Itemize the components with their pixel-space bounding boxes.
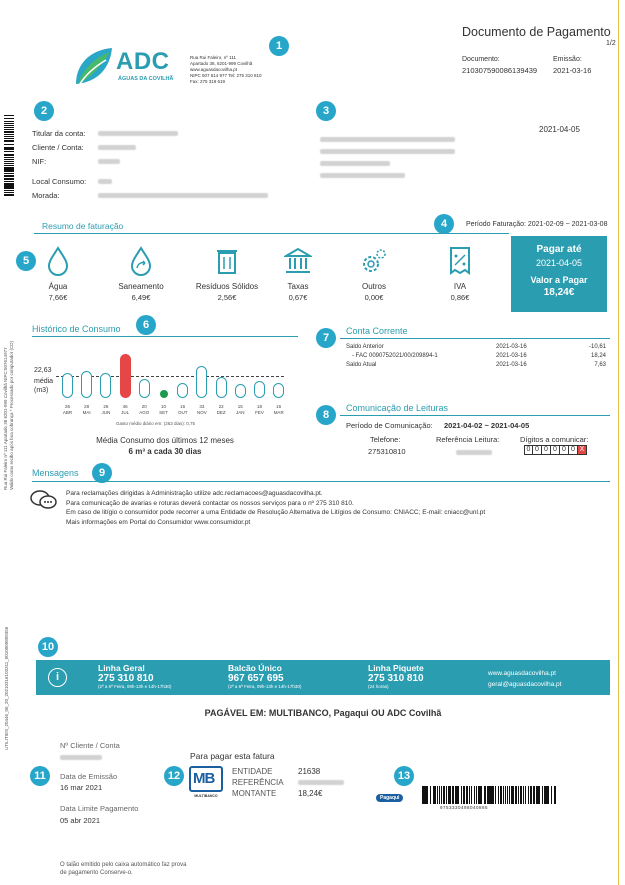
history-bar	[216, 377, 227, 398]
barcode-bar	[498, 786, 499, 804]
contact-bar	[36, 660, 610, 695]
barcode-bar	[430, 786, 431, 804]
barcode-bar	[4, 157, 14, 158]
nif-label: NIF:	[32, 157, 47, 166]
badge-2: 2	[34, 101, 54, 121]
barcode-bar	[4, 118, 14, 119]
badge-10: 10	[38, 637, 58, 657]
outros-value: 0,00€	[364, 293, 384, 302]
history-avg-text: Média Consumo dos últimos 12 meses	[96, 436, 234, 445]
barcode-bar	[551, 786, 552, 804]
resumo-underline	[34, 233, 509, 234]
company-address: Rua Rui Faleiro, nº 111 Apartado 38, 6201-999 Covilhã www.aguasdacovilha.pt NIPC 507 614 977 Tel: 275 310 810 Fax: 275 319 619	[190, 55, 262, 84]
doc-title: Documento de Pagamento	[462, 25, 611, 39]
barcode-bar	[4, 190, 14, 191]
digit-box: 0	[551, 445, 560, 455]
history-bar	[139, 379, 150, 398]
barcode-bar	[4, 163, 14, 164]
history-month-label: 10 SET	[159, 404, 168, 415]
barcode-bar	[4, 165, 14, 166]
emissao-value-2: 16 mar 2021	[60, 783, 103, 792]
client-labels	[32, 127, 86, 203]
barcode-bar	[426, 786, 428, 804]
message-line: Em caso de litígio o consumidor pode recorrer a uma Entidade de Resolução Alternativa de Litígios de Consumo: CNIACC; E-mail: cniacc@unl.pt	[66, 509, 486, 516]
history-title: Histórico de Consumo	[32, 324, 121, 334]
barcode-bar	[4, 123, 14, 124]
pay-until-label: Pagar até	[536, 244, 582, 255]
address-block-redacted	[320, 134, 455, 182]
balcao-number: 967 657 695	[228, 673, 284, 684]
logo-text: ADC	[116, 48, 170, 75]
titular-label: Titular da conta:	[32, 129, 86, 138]
barcode-bar	[461, 786, 462, 804]
barcode-bar	[4, 129, 14, 130]
digits-label: Dígitos a comunicar:	[520, 435, 589, 444]
messages-title: Mensagens	[32, 468, 79, 478]
ref-label: Referência Leitura:	[436, 435, 500, 444]
history-footnote: Gasto médio diário em: (263 dias): 0,75	[116, 421, 196, 426]
entidade-value: 21638	[298, 767, 321, 776]
period-value: 2021-04-02 ~ 2021-04-05	[444, 421, 530, 430]
barcode-bar	[523, 786, 524, 804]
trash-bin-icon	[214, 246, 240, 276]
cliente-label: Cliente / Conta:	[32, 143, 84, 152]
message-line: Mais informações em Portal do Consumidor www.consumidor.pt	[66, 518, 251, 526]
montante-value: 18,24€	[298, 789, 323, 798]
barcode-bar	[530, 786, 532, 804]
barcode-bar	[4, 121, 14, 122]
page-edge	[618, 0, 619, 885]
barcode-bar	[509, 786, 510, 804]
history-bar	[81, 371, 92, 398]
page-number: 1/2	[606, 40, 616, 47]
barcode-bar	[495, 786, 496, 804]
piquete-number: 275 310 810	[368, 673, 424, 684]
account-row: - FAC 0090752021/00/209894-1 2021-03-16 18,24	[352, 353, 606, 359]
bank-building-icon	[284, 246, 312, 276]
limite-value: 05 abr 2021	[60, 816, 101, 825]
history-month-label: 28 MAI	[82, 404, 91, 415]
amount-value: 18,24€	[543, 287, 575, 298]
barcode-bar	[507, 786, 508, 804]
agua-value: 7,66€	[48, 293, 68, 302]
periodo-faturacao: Período Faturação: 2021-02-09 ~ 2021-03-08	[466, 221, 608, 228]
badge-4: 4	[434, 214, 454, 234]
piquete-hours: (24 horas)	[368, 684, 389, 689]
barcode-bar	[554, 786, 555, 804]
mb-logo-sub: MULTIBANCO	[194, 794, 218, 798]
barcode-bar	[437, 786, 438, 804]
history-month-label: 26 ABR	[62, 404, 73, 415]
barcode-bar	[4, 194, 14, 196]
avg-unit: (m3)	[34, 387, 49, 394]
badge-6: 6	[136, 315, 156, 335]
saneamento-value: 6,49€	[131, 293, 151, 302]
taxas-label: Taxas	[287, 282, 309, 291]
barcode-bar	[555, 786, 556, 804]
barcode-bar	[4, 138, 14, 139]
barcode-bar	[4, 181, 14, 182]
footer-note-1: O talão emitido pelo caixa automático faz prova	[60, 862, 187, 868]
barcode-bar	[4, 151, 14, 152]
amount-label: Valor a Pagar	[530, 275, 588, 285]
phone-value: 275310810	[368, 447, 406, 456]
digit-boxes	[524, 445, 587, 455]
barcode-bar	[525, 786, 526, 804]
pagaqui-logo-text: Pagaqui	[376, 794, 403, 802]
emissao-value: 2021-03-16	[553, 66, 592, 75]
barcode-bar	[4, 175, 14, 176]
pay-until-date: 2021-04-05	[535, 258, 583, 268]
barcode-bar	[458, 786, 459, 804]
readings-underline	[340, 415, 610, 416]
phone-label: Telefone:	[370, 435, 401, 444]
account-row: Saldo Atual 2021-03-16 7,63	[346, 362, 606, 368]
side-text-1: Rua Rui Faleiro nº 111 Apartado 38 6201-999 Covilhã NIPC:507614977	[3, 347, 8, 490]
avg-label: média	[34, 378, 54, 385]
taxas-value: 0,67€	[288, 293, 308, 302]
client-date: 2021-04-05	[539, 125, 580, 134]
info-icon: i	[48, 668, 67, 687]
avg-value: 22,63	[34, 367, 52, 374]
logo-subtitle: ÁGUAS DA COVILHÃ	[118, 76, 174, 82]
morada-label: Morada:	[32, 191, 60, 200]
barcode-bar	[469, 786, 470, 804]
messages-body	[66, 489, 485, 527]
history-bar	[196, 366, 207, 398]
history-month-label: 33 NOV	[197, 404, 207, 415]
barcode-bar	[515, 786, 517, 804]
documento-label: Documento:	[462, 56, 500, 63]
barcode-bar	[443, 786, 444, 804]
history-bar-dot	[160, 390, 168, 398]
side-text-3: UTILITIES_20446_06_20_20210316103311_0010009809356	[4, 626, 9, 750]
pagaqui-logo	[376, 794, 403, 802]
barcode-bar	[463, 786, 465, 804]
linha-geral-hours: (2ª a 6ª Feira, 09h-13h e 14h-17h30)	[98, 684, 172, 689]
multibanco-logo	[189, 766, 223, 800]
email-link[interactable]: geral@aguasdacovilha.pt	[488, 681, 562, 688]
mb-logo-text: MB	[193, 770, 215, 787]
badge-3: 3	[316, 101, 336, 121]
history-bar	[235, 384, 246, 398]
badge-7: 7	[316, 328, 336, 348]
linha-geral-number: 275 310 810	[98, 673, 154, 684]
history-bar	[62, 373, 73, 398]
barcode-bar	[4, 178, 14, 180]
barcode-bar	[533, 786, 535, 804]
limite-label: Data Limite Pagamento	[60, 804, 139, 813]
percent-receipt-icon	[447, 246, 473, 276]
entidade-label: ENTIDADE	[232, 767, 273, 776]
message-line: Para reclamações dirigidas à Administração utilize adc.reclamacoes@aguasdacovilha.pt.	[66, 490, 323, 497]
piquete-label: Linha Piquete	[368, 663, 424, 673]
digit-box: 0	[542, 445, 551, 455]
barcode-bar	[4, 115, 14, 116]
nr-cliente-label: Nº Cliente / Conta	[60, 741, 120, 750]
badge-9: 9	[92, 463, 112, 483]
referencia-value-redacted	[298, 777, 344, 788]
barcode-bar	[500, 786, 502, 804]
barcode-bar	[520, 786, 522, 804]
barcode-bar	[452, 786, 454, 804]
barcode-bar	[474, 786, 475, 804]
local-label: Local Consumo:	[32, 177, 87, 186]
barcode-bar	[518, 786, 519, 804]
history-bar	[273, 383, 284, 398]
barcode-bar	[476, 786, 477, 804]
chat-bubbles-icon	[30, 489, 58, 511]
saneamento-label: Saneamento	[118, 282, 164, 291]
history-month-label: 16 MAR	[273, 404, 284, 415]
barcode-bar	[466, 786, 468, 804]
history-month-label: 16 OUT	[177, 404, 188, 415]
barcode-bar	[441, 786, 442, 804]
barcode-bar	[491, 786, 493, 804]
emissao-label-2: Data de Emissão	[60, 772, 118, 781]
barcode-bar	[548, 786, 549, 804]
nr-cliente-redacted	[60, 754, 102, 761]
digit-box: 0	[569, 445, 578, 455]
leaf-logo-icon	[72, 44, 116, 88]
badge-5: 5	[16, 251, 36, 271]
barcode-bar	[450, 786, 451, 804]
balcao-hours: (2ª a 6ª Feira, 09h-13h e 14h-17h30)	[228, 684, 302, 689]
history-avg-bold: 6 m³ a cada 30 dias	[128, 447, 202, 456]
barcode-bar	[4, 173, 14, 174]
barcode-bar	[471, 786, 472, 804]
barcode-bar	[439, 786, 440, 804]
badge-12: 12	[164, 766, 184, 786]
account-rows	[346, 343, 606, 370]
badge-8: 8	[316, 405, 336, 425]
linha-geral-label: Linha Geral	[98, 663, 145, 673]
history-month-label: 18 FEV	[255, 404, 264, 415]
history-month-label: 15 JAN	[236, 404, 245, 415]
barcode-bar	[4, 131, 14, 133]
history-bar	[254, 381, 265, 398]
period-label: Período de Comunicação:	[346, 421, 433, 430]
barcode-bar	[4, 147, 14, 148]
history-month-label: 46 JUL	[121, 404, 130, 415]
history-month-label: 22 DEZ	[216, 404, 226, 415]
outros-label: Outros	[361, 282, 386, 291]
history-bar	[100, 373, 111, 398]
payment-barcode	[422, 786, 570, 804]
gears-icon	[360, 246, 388, 276]
montante-label: MONTANTE	[232, 789, 277, 798]
history-bar	[120, 354, 131, 398]
agua-label: Água	[48, 282, 68, 291]
side-barcode	[4, 115, 14, 210]
message-line: Para comunicação de avarias e roturas deverá contactar os nossos serviços para o nº 275 310 810.	[66, 499, 354, 507]
residuos-label: Resíduos Sólidos	[195, 282, 259, 291]
account-underline	[340, 338, 610, 339]
messages-underline	[32, 481, 610, 482]
balcao-label: Balcão Único	[228, 663, 282, 673]
barcode-bar	[528, 786, 529, 804]
pagavel-em: PAGÁVEL EM: MULTIBANCO, Pagaqui OU ADC Covilhã	[204, 708, 442, 718]
barcode-bar	[480, 786, 482, 804]
badge-11: 11	[30, 766, 50, 786]
emissao-label: Emissão:	[553, 56, 582, 63]
digit-box: 0	[560, 445, 569, 455]
account-row: Saldo Anterior 2021-03-16 -10,61	[346, 344, 606, 350]
history-month-label: 20 AGO	[139, 404, 150, 415]
badge-13: 13	[394, 766, 414, 786]
mb-details	[232, 766, 344, 799]
barcode-bar	[539, 786, 540, 804]
pay-title: Para pagar esta fatura	[190, 751, 275, 761]
footer-note-2: de pagamento Conserve-o.	[60, 870, 133, 876]
client-values-redacted	[98, 127, 268, 203]
sanitation-icon	[128, 246, 154, 276]
pay-box	[511, 236, 607, 312]
digit-box: 0	[524, 445, 533, 455]
history-underline	[32, 336, 298, 337]
side-text-2: Valido como recibo após boa cobrança * Processado por computador (CD)	[9, 341, 14, 490]
water-drop-icon	[45, 246, 71, 276]
digit-box-x: X	[578, 445, 587, 455]
barcode-bar	[4, 187, 14, 189]
barcode-bar	[4, 148, 14, 149]
website-link[interactable]: www.aguasdacovilha.pt	[488, 670, 556, 677]
barcode-bar	[4, 144, 14, 146]
account-title: Conta Corrente	[346, 326, 408, 336]
readings-title: Comunicação de Leituras	[346, 403, 449, 413]
badge-1: 1	[269, 36, 289, 56]
barcode-number: 9753330498040885	[440, 805, 489, 810]
referencia-label: REFERÊNCIA	[232, 778, 284, 787]
digit-box: 0	[533, 445, 542, 455]
barcode-bar	[4, 154, 14, 156]
barcode-bar	[484, 786, 486, 804]
residuos-value: 2,56€	[217, 293, 237, 302]
barcode-bar	[542, 786, 543, 804]
documento-value: 210307590086139439	[462, 66, 538, 75]
ref-value-redacted	[456, 449, 492, 456]
iva-label: IVA	[453, 282, 467, 291]
adc-logo	[72, 44, 182, 90]
history-bar	[177, 383, 188, 398]
history-month-label: 26 JUN	[101, 404, 111, 415]
barcode-bar	[4, 140, 14, 142]
resumo-title: Resumo de faturação	[42, 221, 124, 231]
iva-value: 0,86€	[450, 293, 470, 302]
